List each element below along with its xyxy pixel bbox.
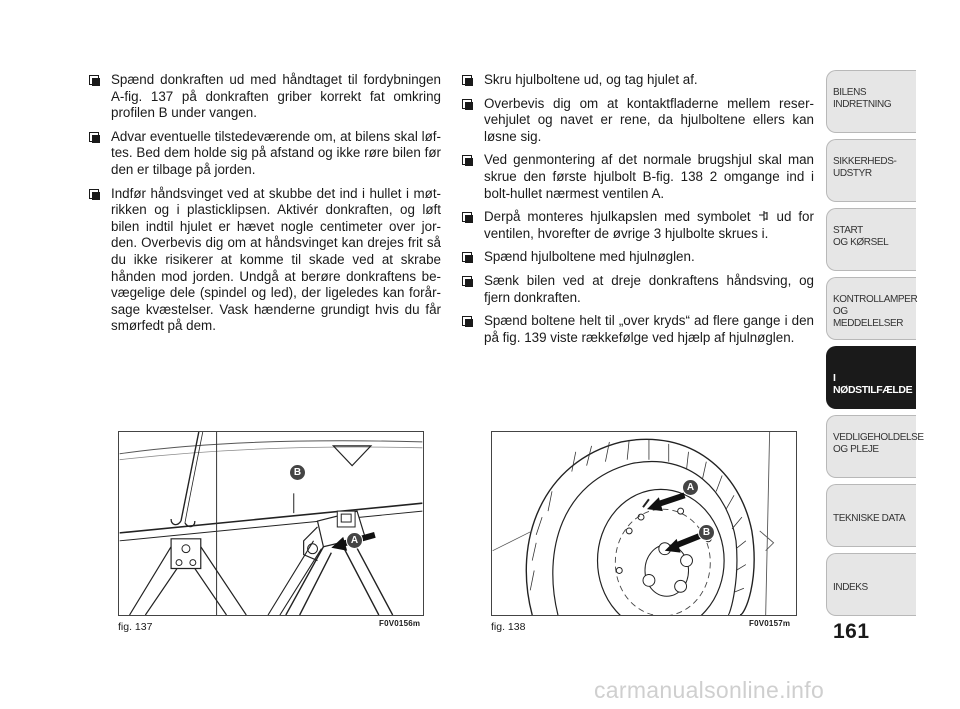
chapter-tabs (826, 70, 924, 622)
list-item: Overbevis dig om at kontaktfladerne mellem reser-vehjulet og navet er rene, da hjulboltene ellers kan løsne sig. (462, 96, 814, 146)
list-item: Spænd hjulboltene med hjulnøglen. (462, 249, 814, 266)
tab-tekniske-data[interactable]: TEKNISKE DATA (826, 484, 916, 547)
figure-138-caption: fig. 138 (491, 621, 526, 633)
figure-137-caption: fig. 137 (118, 621, 153, 633)
list-item: Indfør håndsvinget ved at skubbe det ind i hullet i møt-rikken og i plasticklipsen. Aktivér donkraften, og løft bilen indtil hjulet er hævet nogle centimeter over jor-den. Overbevis dig om at håndsvinget kan drejes frit så du ikke risikerer at komme til skade ved at skrabe hånden mod jorden. Undgå at berøre donkraftens be-vægelige dele (spindel og led), der ligeledes kan forår-sage kvæstelser. Vask hænderne grundigt hvis du får smørfedt på dem. (89, 186, 441, 335)
tab-vedligeholdelse[interactable]: VEDLIGEHOLDELSE OG PLEJE (826, 415, 916, 478)
checkbox-bullet-icon (462, 155, 472, 165)
checkbox-bullet-icon (462, 276, 472, 286)
list-item: Sænk bilen ved at dreje donkraftens håndsving, og fjern donkraften. (462, 273, 814, 306)
tab-indeks[interactable]: INDEKS (826, 553, 916, 616)
watermark: carmanualsonline.info (594, 677, 825, 703)
tab-start-og-korsel[interactable]: START OG KØRSEL (826, 208, 916, 271)
page-number: 161 (833, 620, 870, 643)
figure-137-code: F0V0156m (379, 619, 421, 628)
list-item: Spænd boltene helt til „over kryds“ ad flere gange i den på fig. 139 viste rækkefølge ved hjælp af hjulnøglen. (462, 313, 814, 346)
checkbox-bullet-icon (462, 252, 472, 262)
tab-bilens-indretning[interactable]: BILENS INDRETNING (826, 70, 916, 133)
label-a-marker: A (346, 532, 363, 549)
list-item: Advar eventuelle tilstedeværende om, at bilens skal løf-tes. Bed dem holde sig på afstand og ikke røre bilen før den er tilbage på jorden. (89, 129, 441, 179)
list-item: Spænd donkraften ud med håndtaget til fordybningen A-fig. 137 på donkraften griber korrekt fat omkring profilen B under vangen. (89, 72, 441, 122)
figure-137-jack-illustration (118, 431, 424, 616)
checkbox-bullet-icon (462, 75, 472, 85)
wheel-drawing (492, 432, 796, 615)
jack-drawing (119, 432, 423, 615)
checkbox-bullet-icon (89, 132, 99, 142)
tab-kontrollamper[interactable]: KONTROLLAMPER OG MEDDELELSER (826, 277, 916, 340)
tire-valve-icon (758, 210, 770, 222)
label-b-marker: B (698, 524, 715, 541)
checkbox-bullet-icon (462, 316, 472, 326)
tab-i-nodstilfaelde[interactable]: I NØDSTILFÆLDE (826, 346, 916, 409)
list-item: Skru hjulboltene ud, og tag hjulet af. (462, 72, 814, 89)
tab-sikkerhedsudstyr[interactable]: SIKKERHEDS- UDSTYR (826, 139, 916, 202)
left-text-column (89, 72, 441, 342)
list-item: Derpå monteres hjulkapslen med symbolet ud for ventilen, hvorefter de øvrige 3 hjulbolte skrues i. (462, 209, 814, 242)
list-item: Ved genmontering af det normale brugshjul skal man skrue den første hjulbolt B-fig. 138 2 omgange ind i bolt-hullet nærmest ventilen A. (462, 152, 814, 202)
right-instruction-list (462, 72, 814, 346)
checkbox-bullet-icon (89, 189, 99, 199)
checkbox-bullet-icon (89, 75, 99, 85)
checkbox-bullet-icon (462, 99, 472, 109)
left-instruction-list (89, 72, 441, 335)
label-a-marker: A (682, 479, 699, 496)
label-b-marker: B (289, 464, 306, 481)
figure-138-code: F0V0157m (749, 619, 791, 628)
right-text-column (462, 72, 814, 353)
figure-138-wheel-illustration (491, 431, 797, 616)
checkbox-bullet-icon (462, 212, 472, 222)
